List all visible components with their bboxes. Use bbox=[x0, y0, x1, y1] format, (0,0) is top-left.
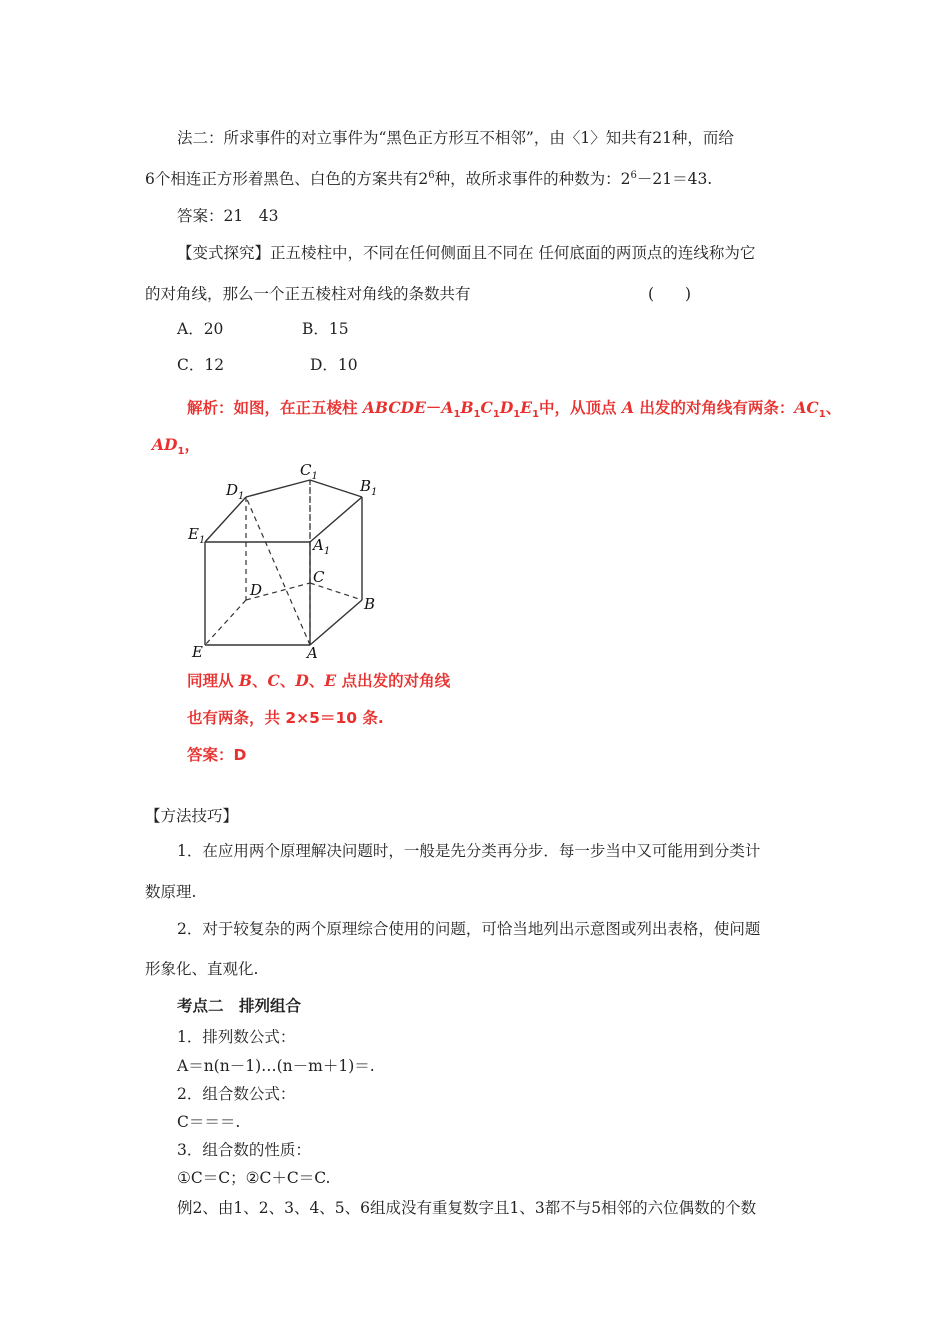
prism-name: ABCDE bbox=[362, 398, 426, 417]
methods-heading: 【方法技巧】 bbox=[145, 807, 239, 825]
vertex-label: D bbox=[499, 398, 514, 417]
diagonal-1: AC bbox=[794, 398, 819, 417]
solution-line2-b: 点出发的对角线 bbox=[336, 672, 451, 690]
para1-line2-c: －21＝43. bbox=[636, 170, 713, 188]
para1-line2-a: 6个相连正方形着黑色、白色的方案共有2 bbox=[145, 170, 429, 188]
vertex-label: A bbox=[621, 398, 634, 417]
edge bbox=[310, 480, 362, 497]
methods-p1a: 1．在应用两个原理解决问题时，一般是先分类再分步．每一步当中又可能用到分类计 bbox=[177, 842, 761, 860]
solution-line1-cont bbox=[152, 435, 200, 458]
option-c: C．12 bbox=[177, 356, 225, 374]
methods-p1b: 数原理. bbox=[145, 883, 197, 901]
subscript: 1 bbox=[177, 446, 185, 458]
exponent: 6 bbox=[428, 169, 435, 181]
label-a: A bbox=[307, 644, 318, 662]
dash: － bbox=[425, 399, 442, 417]
subscript: 1 bbox=[818, 409, 826, 421]
subscript: 1 bbox=[492, 409, 500, 421]
label-e: E bbox=[192, 643, 203, 661]
subscript: 1 bbox=[453, 409, 461, 421]
comma: ， bbox=[184, 436, 200, 454]
vertex-label: A bbox=[441, 398, 454, 417]
prism-figure bbox=[180, 455, 410, 665]
kaodian-f2-formula: C＝＝＝. bbox=[177, 1113, 241, 1131]
para1-line2-b: 种，故所求事件的种数为：2 bbox=[434, 170, 631, 188]
answer-1: 答案：21 43 bbox=[177, 207, 279, 225]
kaodian-f1-formula: A＝n(n－1)…(n－m＋1)＝. bbox=[177, 1057, 375, 1075]
label-a1: $A_1$ bbox=[313, 536, 331, 557]
hidden-edge bbox=[205, 600, 246, 645]
variant-line1: 【变式探究】正五棱柱中，不同在任何侧面且不同在 任何底面的两顶点的连线称为它 bbox=[177, 244, 756, 262]
vertex-label: B bbox=[460, 398, 474, 417]
diagonal-2: AD bbox=[152, 435, 178, 454]
label-c1: $C_1$ bbox=[300, 461, 318, 482]
solution-suffix: 出发的对角线有两条： bbox=[633, 399, 795, 417]
label-b1: $B_1$ bbox=[360, 477, 378, 498]
option-d: D．10 bbox=[310, 356, 358, 374]
solution-middle: 中，从顶点 bbox=[539, 399, 622, 417]
vertex-label: C bbox=[267, 671, 280, 690]
label-d: D bbox=[250, 581, 263, 599]
para1-line1: 法二：所求事件的对立事件为“黑色正方形互不相邻”，由〈1〉知共有21种，而给 bbox=[177, 129, 734, 147]
vertex-label: D bbox=[295, 671, 309, 690]
subscript: 1 bbox=[473, 409, 481, 421]
label-e1: $E_1$ bbox=[188, 525, 206, 546]
kaodian-title: 考点二 排列组合 bbox=[177, 997, 302, 1015]
kaodian-f2: 2．组合数公式： bbox=[177, 1085, 296, 1103]
kaodian-f3: 3．组合数的性质： bbox=[177, 1141, 311, 1159]
separator: 、 bbox=[825, 399, 842, 417]
kaodian-f1: 1．排列数公式： bbox=[177, 1028, 296, 1046]
para1-line2 bbox=[145, 169, 712, 189]
kaodian-example: 例2、由1、2、3、4、5、6组成没有重复数字且1、3都不与5相邻的六位偶数的个数 bbox=[177, 1199, 757, 1217]
variant-line2: 的对角线，那么一个正五棱柱对角线的条数共有 bbox=[145, 285, 471, 303]
kaodian-f3-formula: ①C＝C；②C＋C＝C. bbox=[177, 1169, 331, 1187]
edge bbox=[246, 480, 310, 497]
solution-prefix: 解析：如图，在正五棱柱 bbox=[187, 399, 363, 417]
solution-line2: 同理从 B、C、D、E 点出发的对角线 bbox=[187, 671, 451, 690]
option-b: B．15 bbox=[302, 320, 349, 338]
vertex-label: C bbox=[480, 398, 493, 417]
label-d1: $D_1$ bbox=[226, 481, 245, 502]
methods-p2a: 2．对于较复杂的两个原理综合使用的问题，可恰当地列出示意图或列出表格，使问题 bbox=[177, 920, 761, 938]
solution-line1 bbox=[187, 398, 842, 421]
label-c: C bbox=[313, 568, 325, 586]
subscript: 1 bbox=[513, 409, 521, 421]
exponent: 6 bbox=[630, 169, 637, 181]
vertex-label: E bbox=[324, 671, 337, 690]
variant-paren: ( ) bbox=[648, 285, 692, 303]
subscript: 1 bbox=[532, 409, 540, 421]
edge bbox=[205, 497, 246, 542]
edge bbox=[310, 600, 362, 645]
solution-line3: 也有两条，共 2×5＝10 条. bbox=[187, 709, 384, 727]
solution-answer: 答案：D bbox=[187, 746, 247, 764]
diagonal-ad1 bbox=[246, 497, 310, 645]
solution-line2-a: 同理从 bbox=[187, 672, 239, 690]
label-b: B bbox=[364, 595, 376, 613]
methods-p2b: 形象化、直观化. bbox=[145, 960, 259, 978]
vertex-label: E bbox=[520, 398, 533, 417]
vertex-label: B bbox=[238, 671, 253, 690]
option-a: A．20 bbox=[177, 320, 224, 338]
